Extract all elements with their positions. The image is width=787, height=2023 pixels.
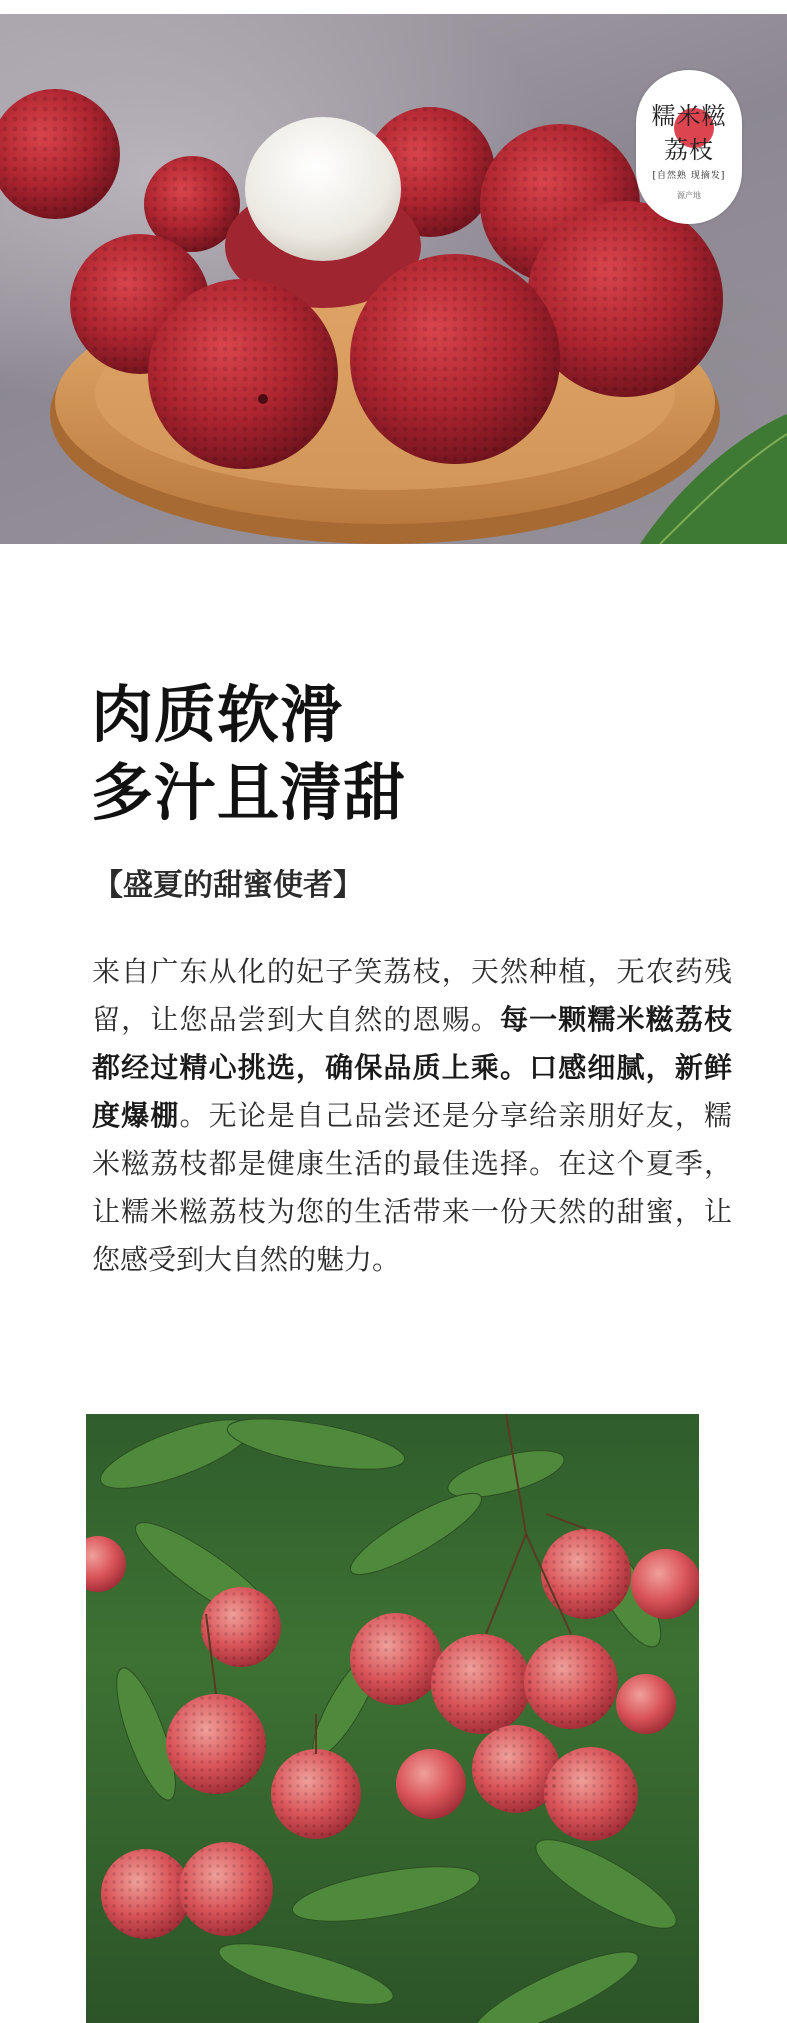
body-paragraph	[92, 948, 732, 1284]
hero-lychee-plate-image	[0, 14, 787, 544]
body-text-part3: 。无论是自己品尝还是分享给亲朋好友，糯米糍荔枝都是健康生活的最佳选择。在这个夏季，让糯米糍荔枝为您的生活带来一份天然的甜蜜，让您感受到大自然的魅力。	[92, 1099, 732, 1276]
brand-tagline: [自然熟 现摘发]	[652, 171, 726, 181]
lychee-tree-image	[86, 1414, 699, 2023]
brand-title-line1: 糯米糍	[651, 102, 727, 130]
body-text-part1: 来自广东从化的妃子笑荔枝，天然种植，无农药残留，让您品尝到大自然的恩赐。	[92, 955, 732, 1036]
body-text-bold: 每一颗糯米糍荔枝都经过精心挑选，确保品质上乘。口感细腻，新鲜度爆棚	[92, 1003, 732, 1132]
brand-small-text: 源产地	[677, 191, 701, 200]
subtitle: 【盛夏的甜蜜使者】	[93, 868, 363, 903]
lychee-tree-illustration	[86, 1414, 699, 2023]
headline-line2: 多汁且清甜	[91, 756, 407, 829]
brand-badge	[636, 70, 742, 224]
headline-line1: 肉质软滑	[91, 678, 344, 751]
headline	[91, 676, 406, 832]
brand-title-line2: 荔枝	[664, 136, 714, 164]
